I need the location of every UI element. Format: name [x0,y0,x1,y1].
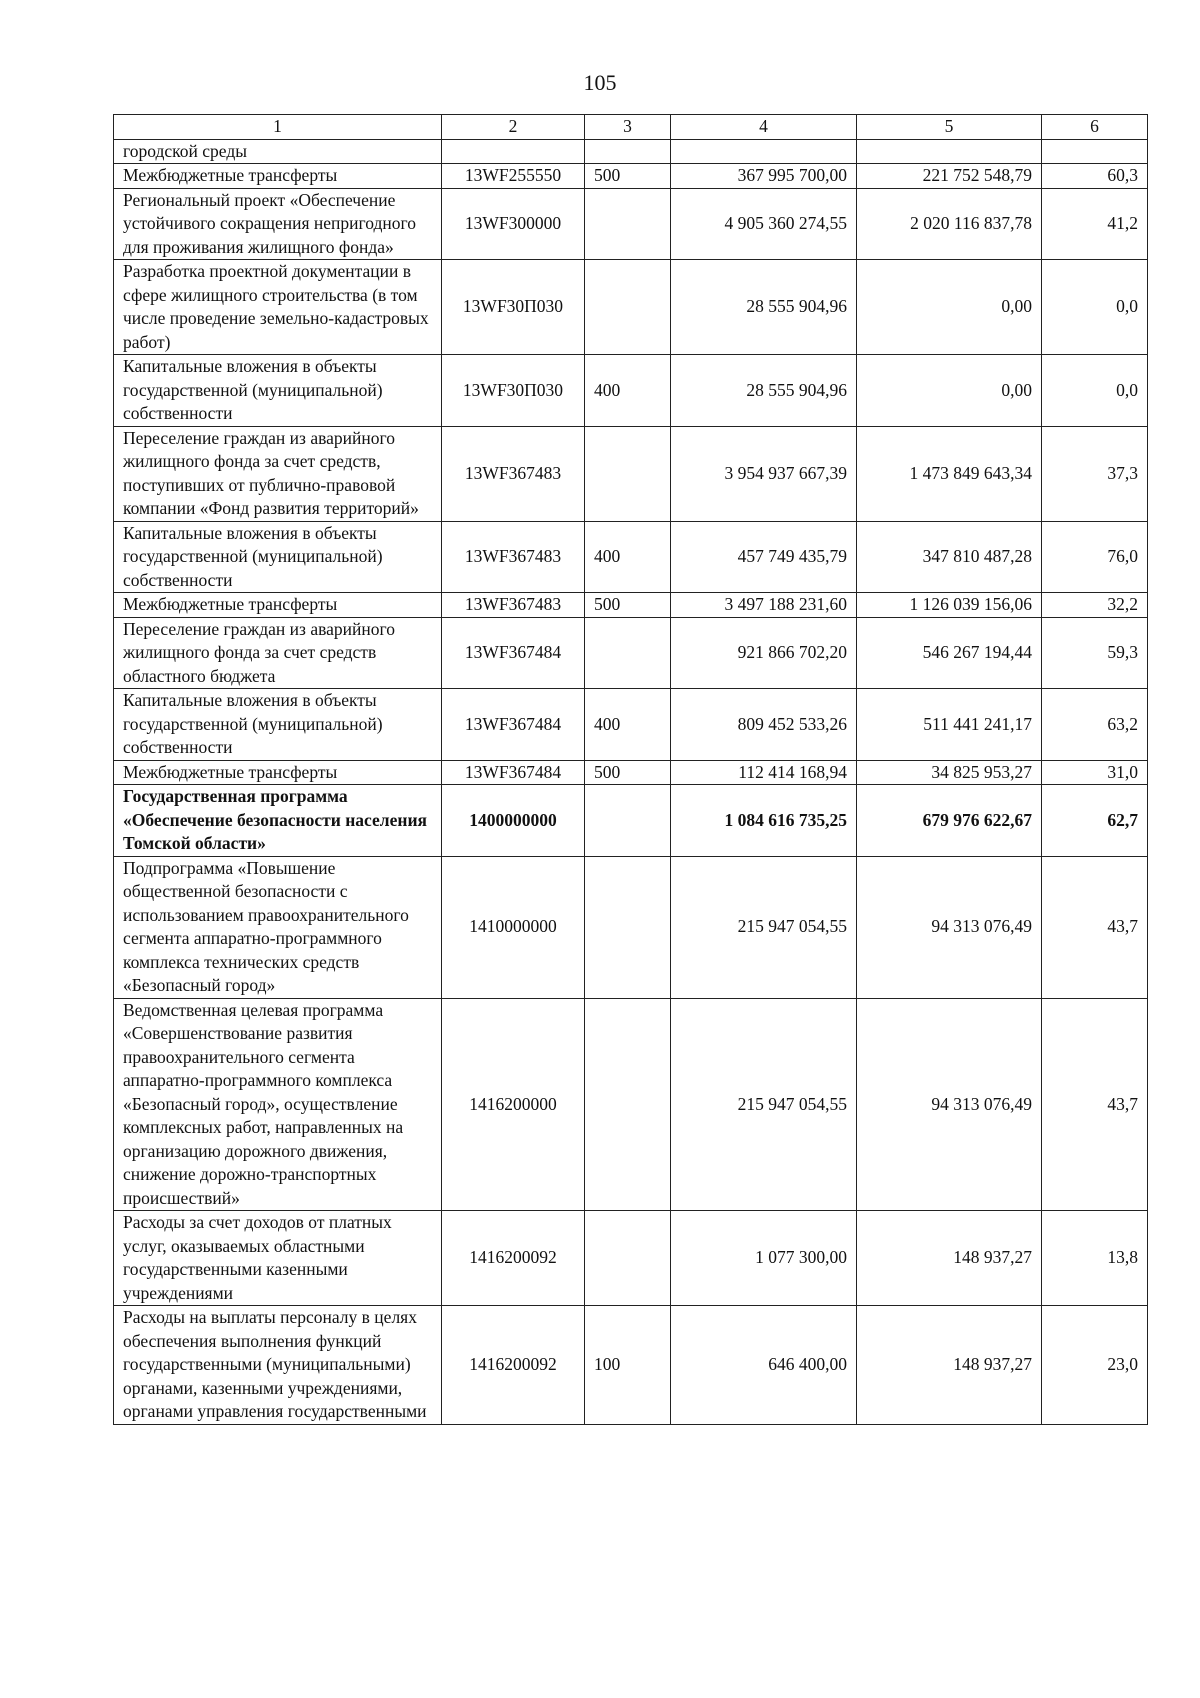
cell-target-code: 1400000000 [442,785,585,857]
cell-name: Межбюджетные трансферты [114,164,442,189]
cell-expense-type [585,617,671,689]
cell-expense-type [585,188,671,260]
cell-name: Региональный проект «Обеспечение устойчивого сокращения непригодного для проживания жилищного фонда» [114,188,442,260]
cell-execution-percent: 59,3 [1042,617,1148,689]
table-row [114,260,1148,355]
cell-target-code: 13WF30П030 [442,355,585,427]
cell-planned-amount: 112 414 168,94 [671,760,857,785]
table-row [114,785,1148,857]
cell-expense-type [585,998,671,1211]
column-header: 4 [671,115,857,140]
cell-target-code: 13WF367484 [442,760,585,785]
cell-name: Ведомственная целевая программа «Совершенствование развития правоохранительного сегмента аппаратно-программного комплекса «Безопасный город», осуществление комплексных работ, направленных на организацию дорожного движения, снижение дорожно-транспортных происшествий» [114,998,442,1211]
cell-expense-type: 400 [585,355,671,427]
cell-name: Разработка проектной документации в сфере жилищного строительства (в том числе проведение земельно-кадастровых работ) [114,260,442,355]
cell-planned-amount: 646 400,00 [671,1306,857,1425]
cell-expense-type: 500 [585,593,671,618]
cell-planned-amount: 1 084 616 735,25 [671,785,857,857]
cell-name: Расходы на выплаты персоналу в целях обеспечения выполнения функций государственными (муниципальными) органами, казенными учреждениями, органами управления государственными [114,1306,442,1425]
budget-table [113,114,1148,1425]
cell-executed-amount: 221 752 548,79 [857,164,1042,189]
cell-expense-type: 500 [585,164,671,189]
cell-name: Расходы за счет доходов от платных услуг, оказываемых областными государственными казенными учреждениями [114,1211,442,1306]
cell-name: Капитальные вложения в объекты государственной (муниципальной) собственности [114,689,442,761]
cell-executed-amount: 546 267 194,44 [857,617,1042,689]
cell-name: Государственная программа «Обеспечение безопасности населения Томской области» [114,785,442,857]
table-row [114,426,1148,521]
cell-execution-percent [1042,139,1148,164]
table-row [114,164,1148,189]
cell-expense-type [585,856,671,998]
cell-target-code: 13WF367483 [442,426,585,521]
cell-execution-percent: 76,0 [1042,521,1148,593]
cell-executed-amount: 0,00 [857,260,1042,355]
cell-execution-percent: 43,7 [1042,856,1148,998]
cell-executed-amount: 1 473 849 643,34 [857,426,1042,521]
header-row [114,115,1148,140]
column-header: 3 [585,115,671,140]
cell-name: Капитальные вложения в объекты государственной (муниципальной) собственности [114,355,442,427]
cell-target-code: 13WF255550 [442,164,585,189]
cell-planned-amount: 28 555 904,96 [671,355,857,427]
cell-executed-amount: 34 825 953,27 [857,760,1042,785]
cell-planned-amount: 921 866 702,20 [671,617,857,689]
table-row [114,856,1148,998]
cell-execution-percent: 23,0 [1042,1306,1148,1425]
cell-target-code: 13WF367484 [442,617,585,689]
table-row [114,1306,1148,1425]
cell-executed-amount [857,139,1042,164]
cell-target-code: 1416200000 [442,998,585,1211]
cell-name: Переселение граждан из аварийного жилищного фонда за счет средств областного бюджета [114,617,442,689]
table-row [114,521,1148,593]
cell-name: Капитальные вложения в объекты государственной (муниципальной) собственности [114,521,442,593]
cell-expense-type [585,139,671,164]
cell-planned-amount: 3 954 937 667,39 [671,426,857,521]
cell-execution-percent: 31,0 [1042,760,1148,785]
cell-target-code: 13WF30П030 [442,260,585,355]
cell-execution-percent: 32,2 [1042,593,1148,618]
cell-execution-percent: 60,3 [1042,164,1148,189]
cell-expense-type: 400 [585,521,671,593]
cell-target-code [442,139,585,164]
table-row [114,617,1148,689]
cell-name: Переселение граждан из аварийного жилищного фонда за счет средств, поступивших от публично-правовой компании «Фонд развития территорий» [114,426,442,521]
column-header: 1 [114,115,442,140]
cell-execution-percent: 0,0 [1042,260,1148,355]
table-row [114,139,1148,164]
cell-target-code: 13WF367483 [442,593,585,618]
cell-executed-amount: 347 810 487,28 [857,521,1042,593]
cell-planned-amount: 4 905 360 274,55 [671,188,857,260]
cell-executed-amount: 679 976 622,67 [857,785,1042,857]
cell-planned-amount: 3 497 188 231,60 [671,593,857,618]
cell-planned-amount: 28 555 904,96 [671,260,857,355]
cell-executed-amount: 0,00 [857,355,1042,427]
cell-planned-amount [671,139,857,164]
table-row [114,188,1148,260]
cell-target-code: 13WF367484 [442,689,585,761]
cell-name: городской среды [114,139,442,164]
cell-target-code: 13WF367483 [442,521,585,593]
page-number: 105 [583,70,617,95]
cell-executed-amount: 94 313 076,49 [857,998,1042,1211]
column-header: 2 [442,115,585,140]
cell-target-code: 1416200092 [442,1211,585,1306]
cell-planned-amount: 215 947 054,55 [671,998,857,1211]
cell-planned-amount: 809 452 533,26 [671,689,857,761]
cell-name: Межбюджетные трансферты [114,760,442,785]
cell-execution-percent: 0,0 [1042,355,1148,427]
table-row [114,998,1148,1211]
cell-expense-type [585,426,671,521]
cell-execution-percent: 13,8 [1042,1211,1148,1306]
table-row [114,593,1148,618]
cell-execution-percent: 43,7 [1042,998,1148,1211]
column-header: 6 [1042,115,1148,140]
cell-target-code: 1416200092 [442,1306,585,1425]
cell-planned-amount: 457 749 435,79 [671,521,857,593]
cell-expense-type [585,1211,671,1306]
cell-planned-amount: 215 947 054,55 [671,856,857,998]
column-header: 5 [857,115,1042,140]
cell-planned-amount: 1 077 300,00 [671,1211,857,1306]
cell-executed-amount: 148 937,27 [857,1211,1042,1306]
cell-target-code: 13WF300000 [442,188,585,260]
cell-name: Межбюджетные трансферты [114,593,442,618]
cell-executed-amount: 148 937,27 [857,1306,1042,1425]
cell-name: Подпрограмма «Повышение общественной безопасности с использованием правоохранительного сегмента аппаратно-программного комплекса технических средств «Безопасный город» [114,856,442,998]
cell-execution-percent: 41,2 [1042,188,1148,260]
cell-expense-type: 500 [585,760,671,785]
table-row [114,355,1148,427]
cell-target-code: 1410000000 [442,856,585,998]
cell-expense-type [585,785,671,857]
cell-executed-amount: 1 126 039 156,06 [857,593,1042,618]
cell-expense-type: 400 [585,689,671,761]
cell-planned-amount: 367 995 700,00 [671,164,857,189]
cell-executed-amount: 511 441 241,17 [857,689,1042,761]
table-row [114,760,1148,785]
cell-expense-type [585,260,671,355]
cell-execution-percent: 63,2 [1042,689,1148,761]
table-row [114,1211,1148,1306]
cell-expense-type: 100 [585,1306,671,1425]
cell-execution-percent: 62,7 [1042,785,1148,857]
cell-executed-amount: 94 313 076,49 [857,856,1042,998]
table-row [114,689,1148,761]
cell-executed-amount: 2 020 116 837,78 [857,188,1042,260]
cell-execution-percent: 37,3 [1042,426,1148,521]
